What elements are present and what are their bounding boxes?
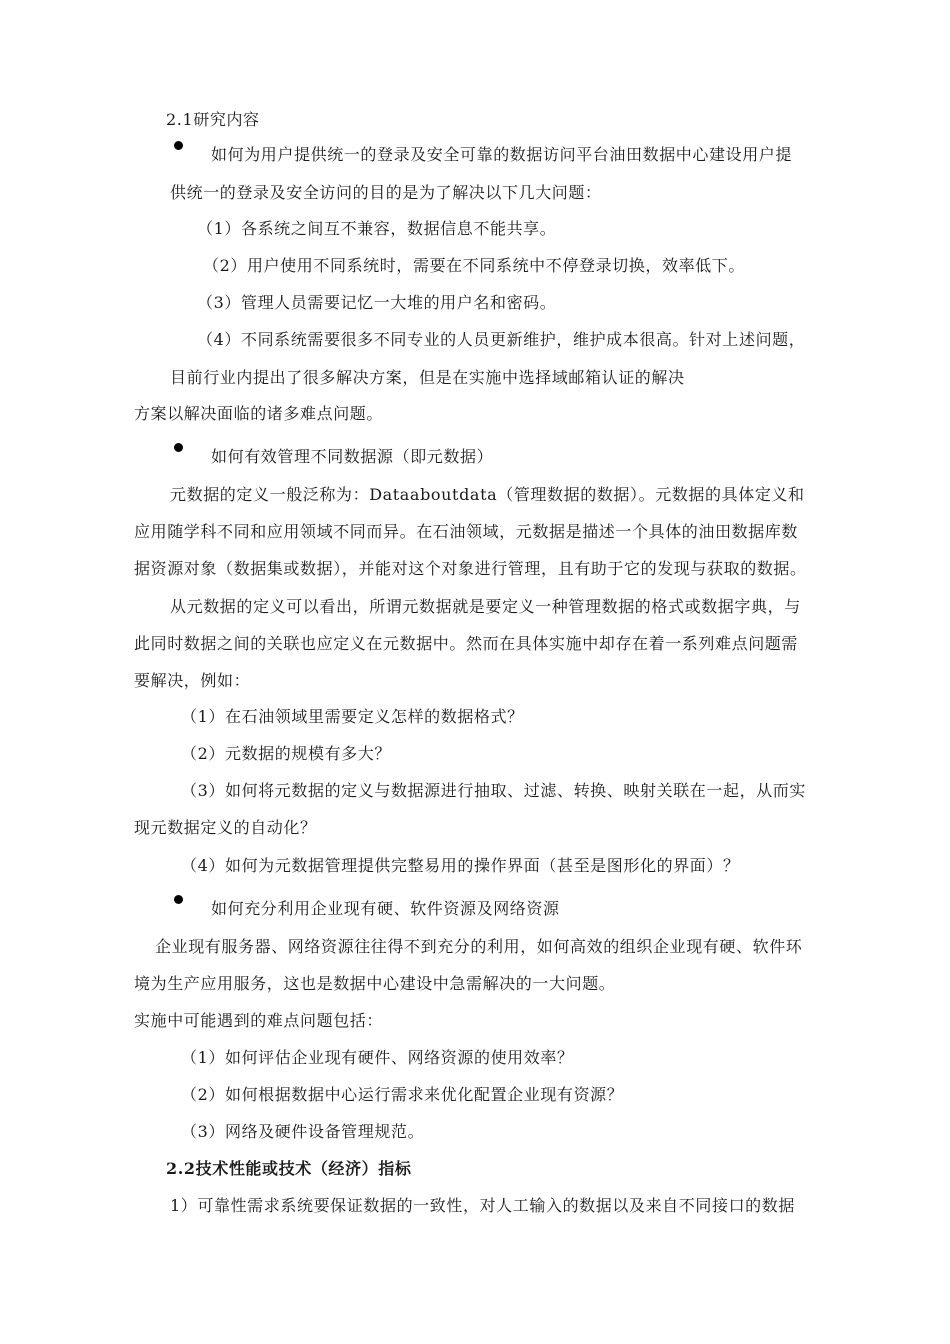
bullet1-continuation-line2: 方案以解决面临的诸多难点问题。 (134, 404, 384, 423)
section-heading-2-1: 2.1研究内容 (166, 110, 260, 129)
paragraph-line: 据资源对象（数据集或数据），并能对这个对象进行管理，且有助于它的发现与获取的数据。 (134, 559, 807, 578)
bullet-dot-icon (174, 443, 183, 452)
paragraph-line: 1）可靠性需求系统要保证数据的一致性，对人工输入的数据以及来自不同接口的数据 (170, 1196, 795, 1215)
paragraph-line: 境为生产应用服务，这也是数据中心建设中急需解决的一大问题。 (134, 974, 616, 993)
list-item: （1）各系统之间互不兼容，数据信息不能共享。 (197, 219, 557, 238)
paragraph-line: 从元数据的定义可以看出，所谓元数据就是要定义一种管理数据的格式或数据字典，与 (170, 597, 801, 616)
list-item: （3）网络及硬件设备管理规范。 (181, 1122, 425, 1141)
list-item: （2）如何根据数据中心运行需求来优化配置企业现有资源？ (181, 1085, 624, 1104)
list-item: （4）不同系统需要很多不同专业的人员更新维护，维护成本很高。针对上述问题， (197, 330, 806, 349)
section-heading-2-2: 2.2技术性能或技术（经济）指标 (166, 1159, 412, 1178)
bullet1-title-line1: 如何为用户提供统一的登录及安全可靠的数据访问平台油田数据中心建设用户提 (211, 145, 793, 164)
paragraph-line: 企业现有服务器、网络资源往往得不到充分的利用，如何高效的组织企业现有硬、软件环 (155, 937, 803, 956)
list-item: （4）如何为元数据管理提供完整易用的操作界面（甚至是图形化的界面）？ (181, 856, 740, 875)
list-item: （2）用户使用不同系统时，需要在不同系统中不停登录切换，效率低下。 (203, 256, 745, 275)
list-item: （1）在石油领域里需要定义怎样的数据格式？ (181, 707, 524, 726)
paragraph-line: 要解决，例如： (134, 671, 251, 690)
list-item: （3）管理人员需要记忆一大堆的用户名和密码。 (197, 293, 557, 312)
bullet3-title: 如何充分利用企业现有硬、软件资源及网络资源 (211, 899, 560, 918)
bullet2-title: 如何有效管理不同数据源（即元数据） (211, 447, 494, 466)
bullet-dot-icon (174, 141, 183, 150)
list-item: （3）如何将元数据的定义与数据源进行抽取、过滤、转换、映射关联在一起，从而实 (181, 781, 806, 800)
paragraph-line: 此同时数据之间的关联也应定义在元数据中。然而在具体实施中却存在着一系列难点问题需 (134, 634, 799, 653)
paragraph-line: 应用随学科不同和应用领域不同而异。在石油领域，元数据是描述一个具体的油田数据库数 (134, 522, 799, 541)
list-item: （2）元数据的规模有多大？ (181, 744, 391, 763)
list-item: 现元数据定义的自动化？ (134, 818, 317, 837)
bullet1-title-line2: 供统一的登录及安全访问的目的是为了解决以下几大问题： (170, 183, 602, 202)
bullet-dot-icon (174, 895, 183, 904)
list-item: （1）如何评估企业现有硬件、网络资源的使用效率？ (181, 1048, 574, 1067)
paragraph-line: 元数据的定义一般泛称为：Dataaboutdata（管理数据的数据）。元数据的具体定义和 (170, 485, 805, 504)
paragraph-line: 实施中可能遇到的难点问题包括： (134, 1011, 384, 1030)
bullet1-continuation-line1: 目前行业内提出了很多解决方案，但是在实施中选择域邮箱认证的解决 (170, 368, 685, 387)
